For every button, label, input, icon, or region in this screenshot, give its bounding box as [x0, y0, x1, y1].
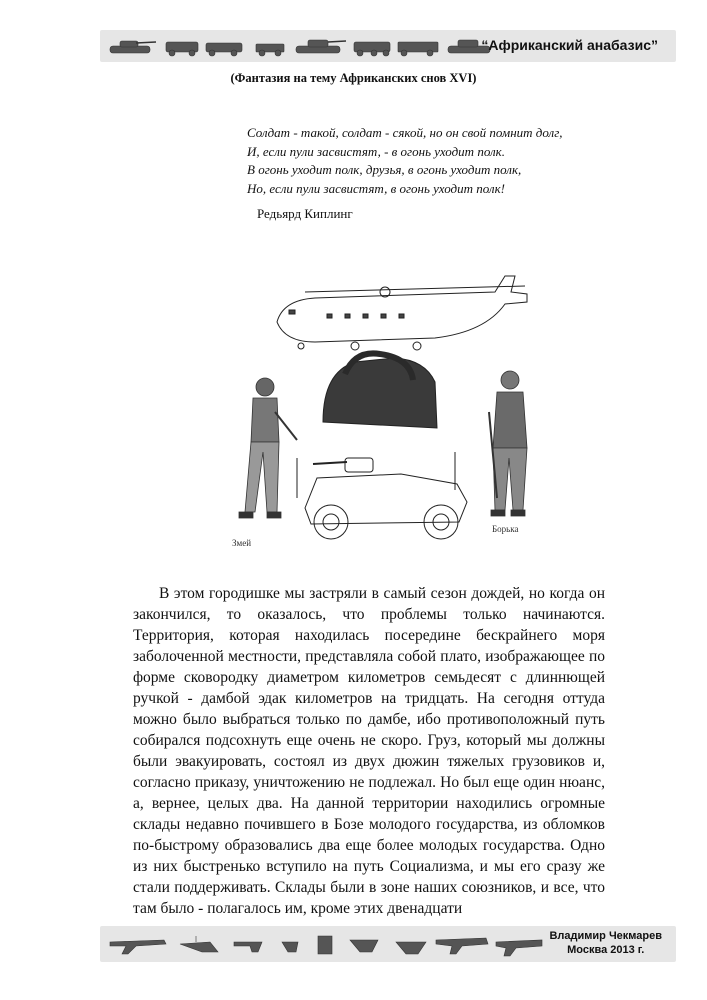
- footer-author: Владимир Чекмарев: [549, 930, 662, 942]
- header-banner: [100, 30, 676, 62]
- weapon-strip-icon: [106, 930, 546, 958]
- illustration: [205, 262, 550, 567]
- caption-left: Змей: [232, 538, 252, 548]
- page-subtitle: (Фантазия на тему Африканских снов XVI): [230, 71, 477, 85]
- soldier-left-icon: [239, 378, 297, 518]
- vehicle-strip-icon: [106, 34, 496, 58]
- epigraph-line: В огонь уходит полк, друзья, в огонь уходит полк,: [247, 162, 522, 177]
- cargo-plane-icon: [277, 276, 527, 350]
- soldier-right-icon: [489, 371, 527, 516]
- body-text: [133, 583, 605, 919]
- epigraph-line: И, если пули засвистят, - в огонь уходит полк.: [247, 143, 505, 159]
- illustration-drawing: [205, 262, 550, 567]
- footer-author-block: [549, 929, 662, 957]
- epigraph-author: Редьярд Киплинг: [257, 206, 353, 221]
- caption-right: Борька: [492, 524, 519, 534]
- iron-icon: [323, 353, 437, 428]
- epigraph-line: Солдат - такой, солдат - сякой, но он свой помнит долг,: [247, 125, 563, 140]
- footer-banner: [100, 926, 676, 962]
- body-paragraph: В этом городишке мы застряли в самый сезон дождей, но когда он закончился, то оказалось, что проблемы только начинаются. Территория, которая находилась посередине бескрайнего моря заболоченной местности, представляла собой плато, изображающее по форме сковородку диаметром километров семьдесят с длиннющей ручкой - дамбой эдак километров на тридцать. На сегодня оттуда можно было выбраться только по дамбе, ибо противоположный путь собирался подсохнуть еще очень не скоро. Груз, который мы должны были эвакуировать, состоял из двух дюжин тяжелых грузовиков и, согласно приказу, уничтожению не подлежал. Но был еще один нюанс, а, вернее, целых два. На данной территории находились огромные склады недавно почившего в Бозе молодого государства, из обломков по-быстрому образовались два еще более молодых государства. Одно из них быстренько вступило на путь Социализма, и мы его сразу же стали поддерживать. Склады были в зоне наших союзников, и все, что там было - полагалось им, кроме этих двенадцати: [133, 585, 605, 917]
- epigraph: [247, 124, 667, 198]
- epigraph-line: Но, если пули засвистят, в огонь уходит полк!: [247, 180, 505, 196]
- armored-car-icon: [297, 452, 467, 539]
- header-title: “Африканский анабазис”: [481, 37, 658, 53]
- footer-place-year: Москва 2013 г.: [567, 944, 645, 956]
